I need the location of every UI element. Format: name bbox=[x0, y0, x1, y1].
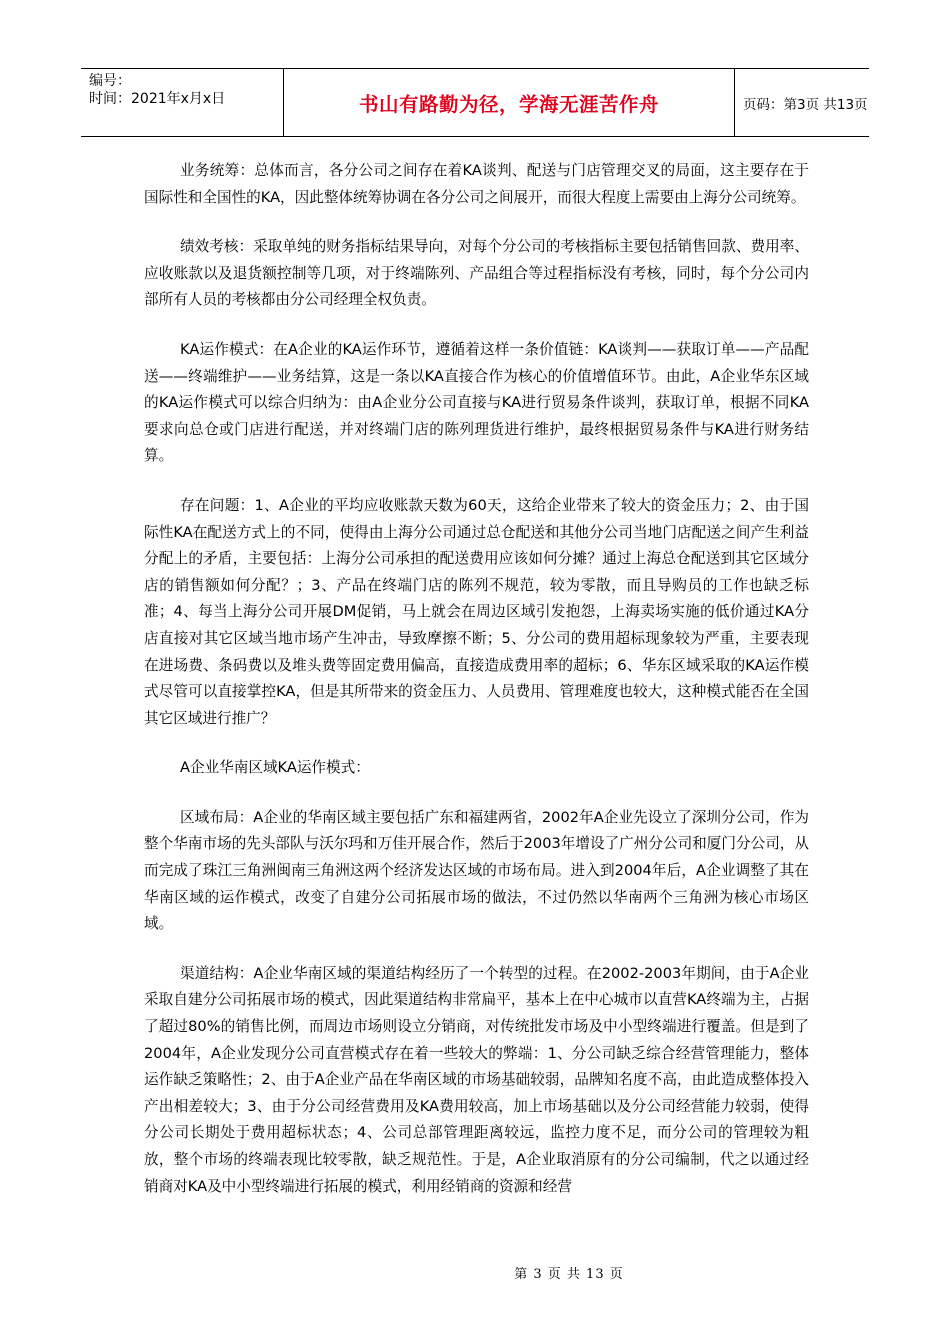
document-body bbox=[144, 158, 809, 1223]
page-footer bbox=[0, 1263, 950, 1282]
header-motto: 书山有路勤为径，学海无涯苦作舟 bbox=[358, 92, 659, 116]
paragraph-ka-operation-mode: KA运作模式：在A企业的KA运作环节，遵循着这样一条价值链：KA谈判——获取订单——产品配送——终端维护——业务结算，这是一条以KA直接合作为核心的价值增值环节。由此，A企业华东区域的KA运作模式可以综合归纳为：由A企业分公司直接与KA进行贸易条件谈判，获取订单，根据不同KA要求向总仓或门店进行配送，并对终端门店的陈列理货进行维护，最终根据贸易条件与KA进行财务结算。 bbox=[144, 340, 809, 465]
paragraph-existing-problems: 存在问题：1、A企业的平均应收账款天数为60天，这给企业带来了较大的资金压力；2、由于国际性KA在配送方式上的不同，使得由上海分公司通过总仓配送和其他分公司当地门店配送之间产生利益分配上的矛盾，主要包括：上海分公司承担的配送费用应该如何分摊？通过上海总仓配送到其它区域分店的销售额如何分配？；3、产品在终端门店的陈列不规范，较为零散，而且导购员的工作也缺乏标准；4、每当上海分公司开展DM促销，马上就会在周边区域引发抱怨，上海卖场实施的低价通过KA分店直接对其它区域当地市场产生冲击，导致摩擦不断；5、分公司的费用超标现象较为严重，主要表现在进场费、条码费以及堆头费等固定费用偏高，直接造成费用率的超标；6、华东区域采取的KA运作模式尽管可以直接掌控KA，但是其所带来的资金压力、人员费用、管理难度也较大，这种模式能否在全国其它区域进行推广？ bbox=[144, 496, 809, 727]
header-info-cell bbox=[81, 69, 284, 136]
footer-page-number: 第 3 页 共 13 页 bbox=[514, 1267, 624, 1282]
document-number-label: 编号： bbox=[89, 73, 131, 89]
document-time-label: 时间：2021年x月x日 bbox=[89, 91, 226, 107]
header-page-code: 页码：第3页 共13页 bbox=[743, 96, 868, 113]
paragraph-regional-layout: 区域布局：A企业的华南区域主要包括广东和福建两省，2002年A企业先设立了深圳分公司，作为整个华南市场的先头部队与沃尔玛和万佳开展合作，然后于2003年增设了广州分公司和厦门分公司，从而完成了珠江三角洲闽南三角洲这两个经济发达区域的市场布局。进入到2004年后，A企业调整了其在华南区域的运作模式，改变了自建分公司拓展市场的做法，不过仍然以华南两个三角洲为核心市场区域。 bbox=[144, 808, 809, 933]
page-header bbox=[81, 68, 869, 137]
header-motto-cell bbox=[284, 69, 735, 136]
paragraph-channel-structure: 渠道结构：A企业华南区域的渠道结构经历了一个转型的过程。在2002-2003年期间，由于A企业采取自建分公司拓展市场的模式，因此渠道结构非常扁平，基本上在中心城市以直营KA终端为主，占据了超过80%的销售比例，而周边市场则设立分销商，对传统批发市场及中小型终端进行覆盖。但是到了2004年，A企业发现分公司直营模式存在着一些较大的弊端：1、分公司缺乏综合经营管理能力，整体运作缺乏策略性；2、由于A企业产品在华南区域的市场基础较弱，品牌知名度不高，由此造成整体投入产出相差较大；3、由于分公司经营费用及KA费用较高，加上市场基础以及分公司经营能力较弱，使得分公司长期处于费用超标状态；4、公司总部管理距离较远，监控力度不足，而分公司的管理较为粗放，整个市场的终端表现比较零散，缺乏规范性。于是，A企业取消原有的分公司编制，代之以通过经销商对KA及中小型终端进行拓展的模式，利用经销商的资源和经营 bbox=[144, 964, 809, 1195]
header-page-cell bbox=[735, 69, 869, 136]
paragraph-business-coordination: 业务统筹：总体而言，各分公司之间存在着KA谈判、配送与门店管理交叉的局面，这主要存在于国际性和全国性的KA，因此整体统筹协调在各分公司之间展开，而很大程度上需要由上海分公司统筹。 bbox=[144, 162, 809, 206]
paragraph-performance-assessment: 绩效考核：采取单纯的财务指标结果导向，对每个分公司的考核指标主要包括销售回款、费用率、应收账款以及退货额控制等几项，对于终端陈列、产品组合等过程指标没有考核，同时，每个分公司内部所有人员的考核都由分公司经理全权负责。 bbox=[144, 238, 809, 309]
paragraph-south-china-heading: A企业华南区域KA运作模式： bbox=[180, 759, 370, 777]
